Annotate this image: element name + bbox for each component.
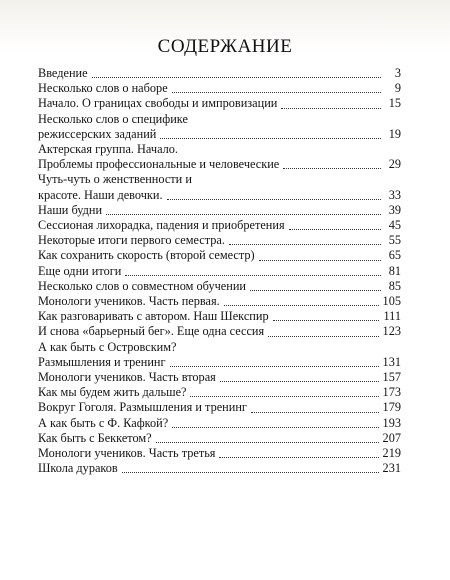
toc-entry-title-line1: Несколько слов о специфике xyxy=(38,111,188,126)
table-of-contents xyxy=(38,66,401,476)
toc-entry-title: Вокруг Гоголя. Размышления и тренинг xyxy=(38,400,247,415)
toc-page-number: 15 xyxy=(388,96,401,111)
toc-page-number: 3 xyxy=(394,66,401,80)
toc-entry xyxy=(38,218,401,233)
dot-leader xyxy=(160,137,381,139)
toc-entry xyxy=(38,233,401,248)
toc-entry-title: Еще одни итоги xyxy=(38,263,122,278)
toc-page-number: 105 xyxy=(382,294,401,309)
toc-page-number: 85 xyxy=(388,278,401,293)
toc-entry-title: Начало. О границах свободы и импровизации xyxy=(38,96,278,111)
toc-entry-title: Проблемы профессиональные и человеческие xyxy=(38,157,280,172)
toc-entry-title-line1: Актерская группа. Начало. xyxy=(38,142,179,157)
dot-leader xyxy=(106,213,381,215)
toc-entry xyxy=(38,127,401,142)
toc-page-number: 231 xyxy=(382,461,401,476)
toc-entry-title-line1: Чуть-чуть о женственности и xyxy=(38,172,192,187)
toc-entry-title: А как быть с Ф. Кафкой? xyxy=(38,415,169,430)
page-title: СОДЕРЖАНИЕ xyxy=(157,36,293,57)
dot-leader xyxy=(229,243,381,245)
toc-page-number: 173 xyxy=(382,385,401,400)
toc-entry-title: Как разговаривать с автором. Наш Шекспир xyxy=(38,309,269,324)
toc-entry xyxy=(38,400,401,415)
toc-page-number: 65 xyxy=(388,248,401,263)
toc-entry xyxy=(38,81,401,96)
dot-leader xyxy=(251,411,379,413)
toc-entry xyxy=(38,294,401,309)
toc-entry xyxy=(38,446,401,461)
dot-leader xyxy=(283,167,381,169)
dot-leader xyxy=(259,259,381,261)
toc-entry xyxy=(38,203,401,218)
dot-leader xyxy=(167,198,381,200)
toc-entry-title: Как мы будем жить дальше? xyxy=(38,385,187,400)
toc-page-number: 81 xyxy=(388,263,401,278)
toc-page-number: 219 xyxy=(382,446,401,461)
toc-page-number: 207 xyxy=(382,430,401,445)
toc-page-number: 157 xyxy=(382,370,401,385)
toc-entry-title: Размышления и тренинг xyxy=(38,354,166,369)
toc-page-number: 9 xyxy=(394,81,401,96)
toc-page-number: 193 xyxy=(382,415,401,430)
toc-entry xyxy=(38,309,401,324)
toc-entry-title: Монологи учеников. Часть первая. xyxy=(38,294,220,309)
toc-entry-title: Монологи учеников. Часть третья xyxy=(38,446,216,461)
toc-page-number: 39 xyxy=(388,202,401,217)
toc-entry xyxy=(38,416,401,431)
dot-leader xyxy=(172,426,378,428)
dot-leader xyxy=(122,471,379,473)
toc-entry xyxy=(38,248,401,263)
toc-entry-title: Как быть с Беккетом? xyxy=(38,430,152,445)
toc-entry-title: Несколько слов о наборе xyxy=(38,81,168,96)
toc-entry xyxy=(38,264,401,279)
dot-leader xyxy=(273,319,380,321)
toc-entry-title: Школа дураков xyxy=(38,461,118,476)
dot-leader xyxy=(281,107,381,109)
toc-entry xyxy=(38,157,401,172)
toc-page-number: 29 xyxy=(388,157,401,172)
toc-entry-title: Некоторые итоги первого семестра. xyxy=(38,233,225,248)
dot-leader xyxy=(268,335,378,337)
toc-entry xyxy=(38,370,401,385)
toc-entry xyxy=(38,461,401,476)
toc-entry xyxy=(38,188,401,203)
dot-leader xyxy=(170,365,379,367)
dot-leader xyxy=(156,441,379,443)
toc-entry-title: Сессионая лихорадка, падения и приобретения xyxy=(38,218,285,233)
toc-page-number: 179 xyxy=(382,400,401,415)
toc-entry xyxy=(38,66,401,81)
dot-leader xyxy=(125,274,381,276)
toc-page-number: 131 xyxy=(382,354,401,369)
toc-page-number: 33 xyxy=(388,187,401,202)
toc-entry-title-line1: А как быть с Островским? xyxy=(38,339,177,354)
toc-entry-title: Наши будни xyxy=(38,202,103,217)
dot-leader xyxy=(190,395,378,397)
dot-leader xyxy=(220,380,379,382)
toc-entry xyxy=(38,324,401,339)
toc-entry-title: Несколько слов о совместном обучении xyxy=(38,278,247,293)
toc-entry-title: красоте. Наши девочки. xyxy=(38,187,163,202)
toc-entry-title: Монологи учеников. Часть вторая xyxy=(38,370,216,385)
dot-leader xyxy=(219,456,378,458)
toc-entry xyxy=(38,96,401,111)
toc-page-number: 123 xyxy=(382,324,401,339)
dot-leader xyxy=(172,91,381,93)
toc-page-number: 111 xyxy=(383,309,401,324)
dot-leader xyxy=(250,289,381,291)
toc-entry xyxy=(38,355,401,370)
toc-page-number: 55 xyxy=(388,233,401,248)
toc-entry-title: Как сохранить скорость (второй семестр) xyxy=(38,248,255,263)
dot-leader xyxy=(224,304,379,306)
toc-entry-title: И снова «барьерный бег». Еще одна сессия xyxy=(38,324,265,339)
toc-page-number: 19 xyxy=(388,126,401,141)
toc-entry xyxy=(38,279,401,294)
toc-entry-title: Введение xyxy=(38,66,88,80)
toc-entry-title: режиссерских заданий xyxy=(38,126,157,141)
toc-entry xyxy=(38,385,401,400)
dot-leader xyxy=(92,76,381,78)
toc-page-number: 45 xyxy=(388,218,401,233)
toc-entry xyxy=(38,431,401,446)
dot-leader xyxy=(289,228,381,230)
